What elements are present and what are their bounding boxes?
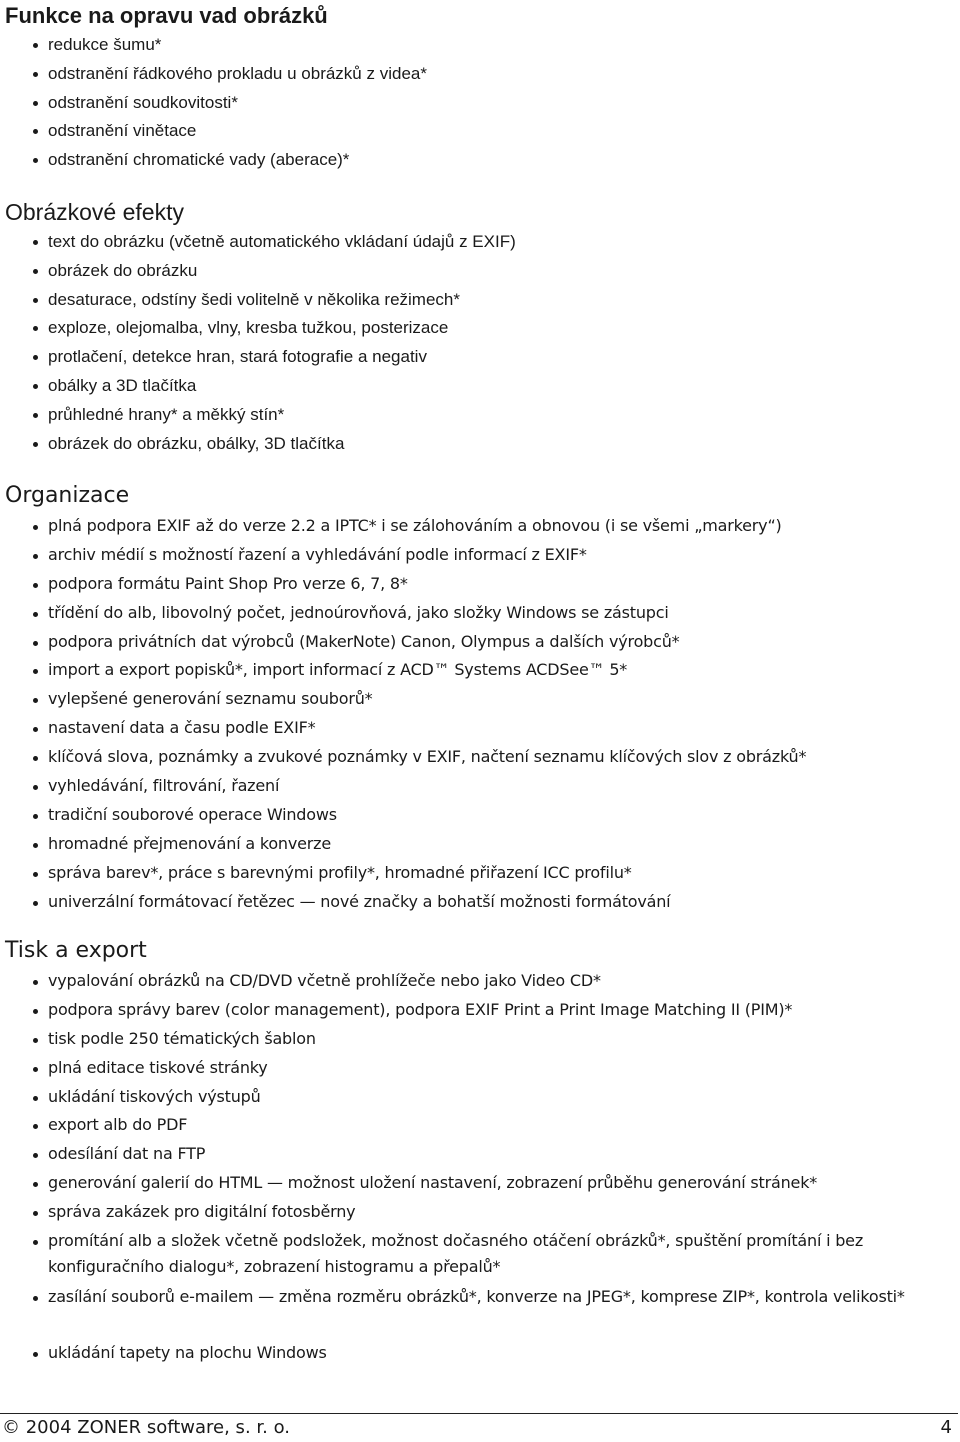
list-item: text do obrázku (včetně automatického vkládaní údajů z EXIF) [0,228,960,257]
list-item: vyhledávání, filtrování, řazení [0,773,960,802]
list-item: exploze, olejomalba, vlny, kresba tužkou, posterizace [0,314,960,343]
list-item: odesílání dat na FTP [0,1141,960,1170]
list-item: tradiční souborové operace Windows [0,802,960,831]
list-item: průhledné hrany* a měkký stín* [0,401,960,430]
list-image-effects [0,228,960,458]
list-item: ukládání tapety na plochu Windows [0,1340,960,1369]
list-item: vypalování obrázků na CD/DVD včetně prohlížeče nebo jako Video CD* [0,968,960,997]
list-organization [0,513,960,917]
list-item: protlačení, detekce hran, stará fotografie a negativ [0,343,960,372]
list-item: odstranění soudkovitosti* [0,89,960,118]
list-item: správa barev*, práce s barevnými profily*, hromadné přiřazení ICC profilu* [0,860,960,889]
list-item: univerzální formátovací řetězec — nové značky a bohatší možnosti formátování [0,889,960,918]
list-item: redukce šumu* [0,31,960,60]
list-item: archiv médií s možností řazení a vyhledávání podle informací z EXIF* [0,542,960,571]
list-item: desaturace, odstíny šedi volitelně v několika režimech* [0,286,960,315]
list-item: ukládání tiskových výstupů [0,1084,960,1113]
list-item: promítání alb a složek včetně podsložek, možnost dočasného otáčení obrázků*, spuštění promítání i bez konfiguračního dialogu*, zobrazení histogramu a přepalů* [0,1228,960,1284]
list-item: třídění do alb, libovolný počet, jednoúrovňová, jako složky Windows se zástupci [0,600,960,629]
list-item: vylepšené generování seznamu souborů* [0,686,960,715]
section-title-image-repair: Funkce na opravu vad obrázků [5,3,328,28]
list-item: export alb do PDF [0,1112,960,1141]
list-image-repair [0,31,960,175]
list-item: odstranění chromatické vady (aberace)* [0,146,960,175]
list-item: tisk podle 250 tématických šablon [0,1026,960,1055]
list-item: klíčová slova, poznámky a zvukové poznámky v EXIF, načtení seznamu klíčových slov z obrázků* [0,744,960,773]
list-item: hromadné přejmenování a konverze [0,831,960,860]
list-print-export [0,968,960,1369]
list-item: odstranění řádkového prokladu u obrázků z videa* [0,60,960,89]
section-title-print-export: Tisk a export [5,938,147,963]
list-item: nastavení data a času podle EXIF* [0,715,960,744]
list-item: správa zakázek pro digitální fotosběrny [0,1199,960,1228]
list-item: obrázek do obrázku [0,257,960,286]
footer-divider [0,1413,958,1414]
list-item: import a export popisků*, import informací z ACD™ Systems ACDSee™ 5* [0,657,960,686]
list-item: plná editace tiskové stránky [0,1055,960,1084]
footer-copyright: © 2004 ZONER software, s. r. o. [2,1417,290,1438]
list-item: podpora správy barev (color management), podpora EXIF Print a Print Image Matching II (PIM)* [0,997,960,1026]
list-item: odstranění vinětace [0,117,960,146]
list-item: generování galerií do HTML — možnost uložení nastavení, zobrazení průběhu generování stránek* [0,1170,960,1199]
list-item: obrázek do obrázku, obálky, 3D tlačítka [0,430,960,459]
list-item: plná podpora EXIF až do verze 2.2 a IPTC* i se zálohováním a obnovou (i se všemi „markery“) [0,513,960,542]
list-item: podpora formátu Paint Shop Pro verze 6, 7, 8* [0,571,960,600]
list-item: zasílání souborů e-mailem — změna rozměru obrázků*, konverze na JPEG*, komprese ZIP*, kontrola velikosti* [0,1284,960,1340]
list-item: podpora privátních dat výrobců (MakerNote) Canon, Olympus a dalších výrobců* [0,629,960,658]
page-number: 4 [940,1417,952,1438]
section-title-organization: Organizace [5,483,130,508]
section-title-image-effects: Obrázkové efekty [5,199,184,225]
list-item: obálky a 3D tlačítka [0,372,960,401]
